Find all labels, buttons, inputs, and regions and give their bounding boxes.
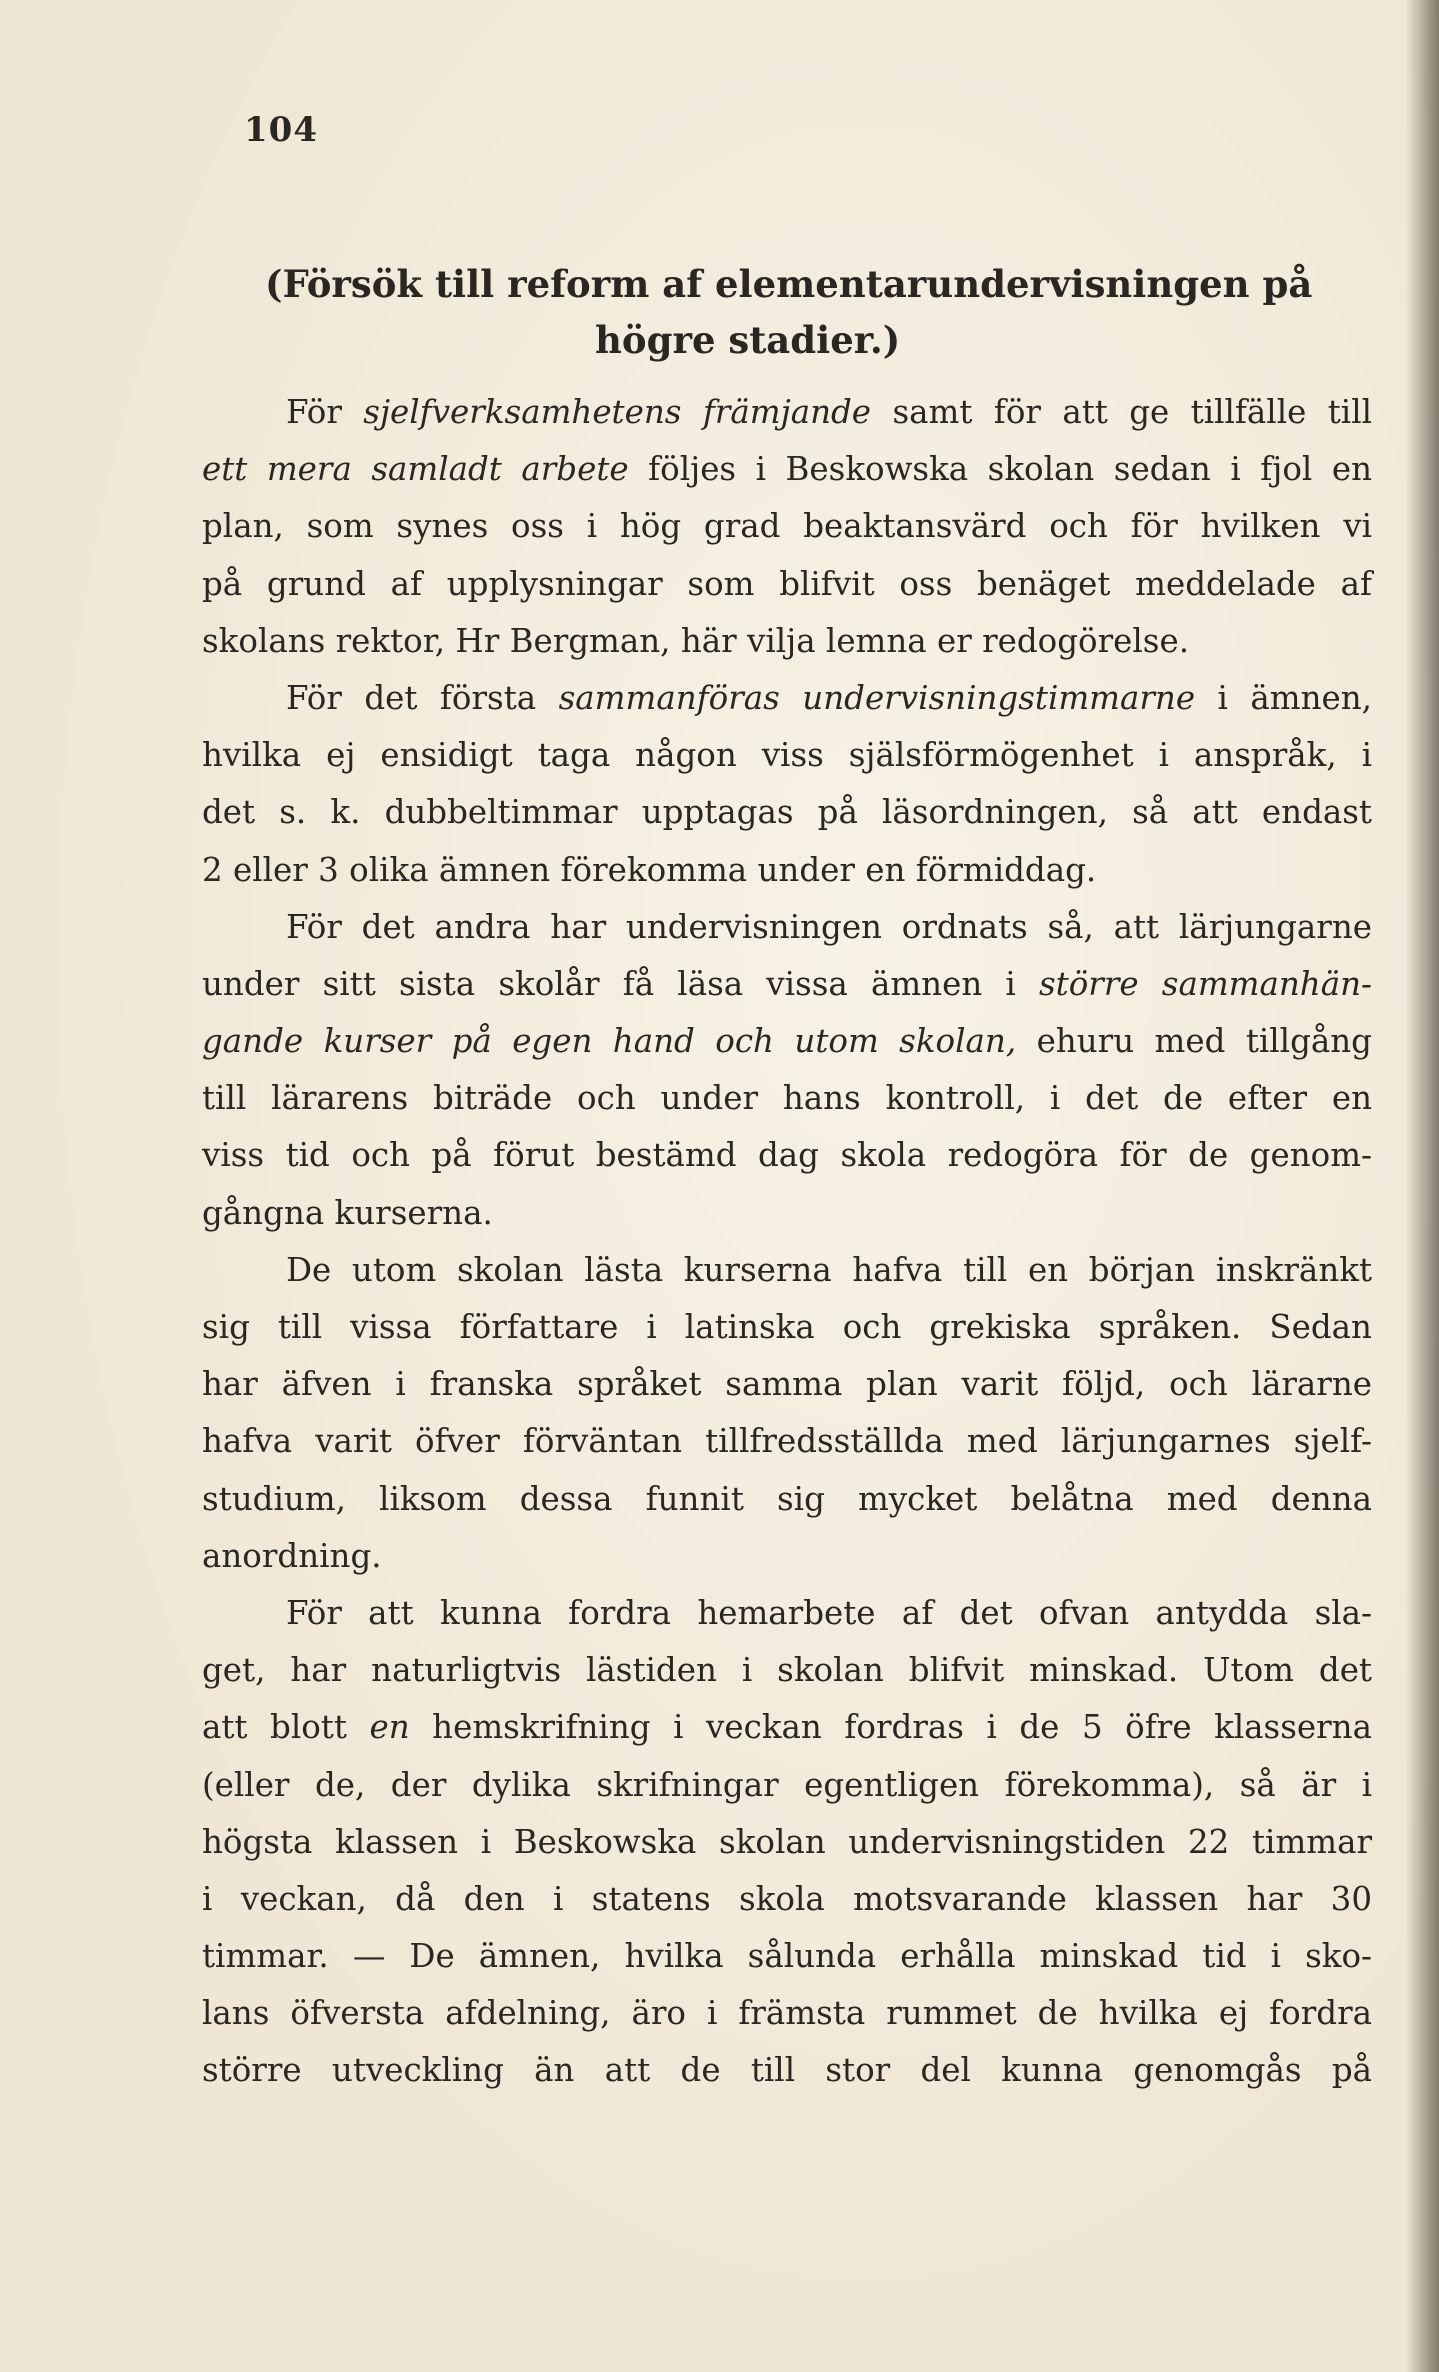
text-run: har äfven i franska språket samma plan varit följd, och lärarne (202, 1365, 1372, 1404)
text-line (202, 1356, 1372, 1413)
italic-text-run: gande kurser på egen hand och utom skolan, (202, 1022, 1017, 1061)
text-run: timmar. — De ämnen, hvilka sålunda erhålla minskad tid i sko- (202, 1937, 1372, 1976)
body-text (202, 384, 1372, 2100)
text-run: (eller de, der dylika skrifningar egentligen förekomma), så är i (202, 1765, 1372, 1804)
text-line (202, 1985, 1372, 2042)
text-run: lans öfversta afdelning, äro i främsta rummet de hvilka ej fordra (202, 1994, 1372, 2033)
text-run: plan, som synes oss i hög grad beaktansvärd och för hvilken vi (202, 507, 1372, 546)
text-run: det s. k. dubbeltimmar upptagas på läsordningen, så att endast (202, 793, 1372, 832)
text-run: hafva varit öfver förväntan tillfredsställda med lärjungarnes sjelf- (202, 1422, 1372, 1461)
text-line (202, 1928, 1372, 1985)
italic-text-run: ett mera samladt arbete (202, 450, 629, 489)
text-run: sig till vissa författare i latinska och grekiska språken. Sedan (202, 1308, 1372, 1346)
text-line (202, 1642, 1372, 1699)
text-line (202, 1814, 1372, 1871)
text-line (202, 1528, 1372, 1585)
text-run: i ämnen, (1195, 678, 1373, 717)
text-run: gångna kurserna. (202, 1193, 493, 1232)
text-line (202, 556, 1372, 613)
text-run: studium, liksom dessa funnit sig mycket belåtna med denna (202, 1479, 1372, 1518)
text-line (202, 1185, 1372, 1242)
text-line (202, 613, 1372, 670)
text-run: 2 eller 3 olika ämnen förekomma under en förmiddag. (202, 850, 1097, 889)
text-line (202, 1299, 1372, 1356)
text-run: högsta klassen i Beskowska skolan undervisningstiden 22 timmar (202, 1822, 1372, 1861)
text-run: under sitt sista skolår få läsa vissa ämnen i (202, 964, 1039, 1003)
italic-text-run: en (369, 1708, 410, 1747)
text-run: För (286, 393, 364, 431)
text-line (202, 784, 1372, 841)
italic-text-run: större sammanhän- (1038, 964, 1372, 1003)
text-run: anordning. (202, 1536, 382, 1575)
section-heading-line-1: (Försök till reform af elementarundervisningen på (265, 262, 1313, 306)
text-line (202, 956, 1372, 1013)
text-run: till lärarens biträde och under hans kontroll, i det de efter en (202, 1079, 1372, 1118)
text-line (202, 1471, 1372, 1528)
text-line (202, 1013, 1372, 1070)
text-line (202, 1127, 1372, 1184)
text-run: följes i Beskowska skolan sedan i fjol en (628, 450, 1372, 489)
text-run: För att kunna fordra hemarbete af det ofvan antydda sla- (286, 1593, 1372, 1632)
text-run: hemskrifning i veckan fordras i de 5 öfre klasserna (409, 1708, 1372, 1747)
text-line (202, 498, 1372, 555)
section-heading-line-2: högre stadier.) (595, 318, 901, 362)
text-line (202, 1242, 1372, 1299)
italic-text-run: sjelfverksamhetens främjande (363, 393, 872, 431)
page-number: 104 (244, 110, 318, 150)
text-line (202, 1871, 1372, 1928)
text-run: hvilka ej ensidigt taga någon viss själsförmögenhet i anspråk, i (202, 736, 1372, 775)
text-run: För det första (286, 678, 559, 717)
text-line (202, 441, 1372, 498)
text-line (202, 1699, 1372, 1756)
italic-text-run: sammanföras undervisningstimmarne (558, 678, 1196, 717)
text-line (202, 1413, 1372, 1470)
text-run: i veckan, då den i statens skola motsvarande klassen har 30 (202, 1879, 1372, 1918)
text-line (202, 1757, 1372, 1814)
text-run: De utom skolan lästa kurserna hafva till en början inskränkt (286, 1250, 1372, 1289)
text-line (202, 2042, 1372, 2099)
text-line (202, 670, 1372, 727)
text-line (202, 899, 1372, 956)
text-line (202, 384, 1372, 441)
text-run: samt för att ge tillfälle till (871, 393, 1372, 431)
text-run: get, har naturligtvis lästiden i skolan blifvit minskad. Utom det (202, 1651, 1372, 1690)
text-run: ehuru med tillgång (1016, 1022, 1372, 1061)
text-run: på grund af upplysningar som blifvit oss benäget meddelade af (202, 564, 1372, 603)
text-run: att blott (202, 1708, 370, 1747)
text-run: För det andra har undervisningen ordnats så, att lärjungarne (286, 907, 1372, 946)
text-line (202, 842, 1372, 899)
text-run: viss tid och på förut bestämd dag skola redogöra för de genom- (202, 1136, 1372, 1175)
text-run: skolans rektor, Hr Bergman, här vilja lemna er redogörelse. (202, 621, 1190, 660)
text-line (202, 727, 1372, 784)
text-line (202, 1070, 1372, 1127)
text-run: större utveckling än att de till stor del kunna genomgås på (202, 2051, 1372, 2090)
text-line (202, 1585, 1372, 1642)
